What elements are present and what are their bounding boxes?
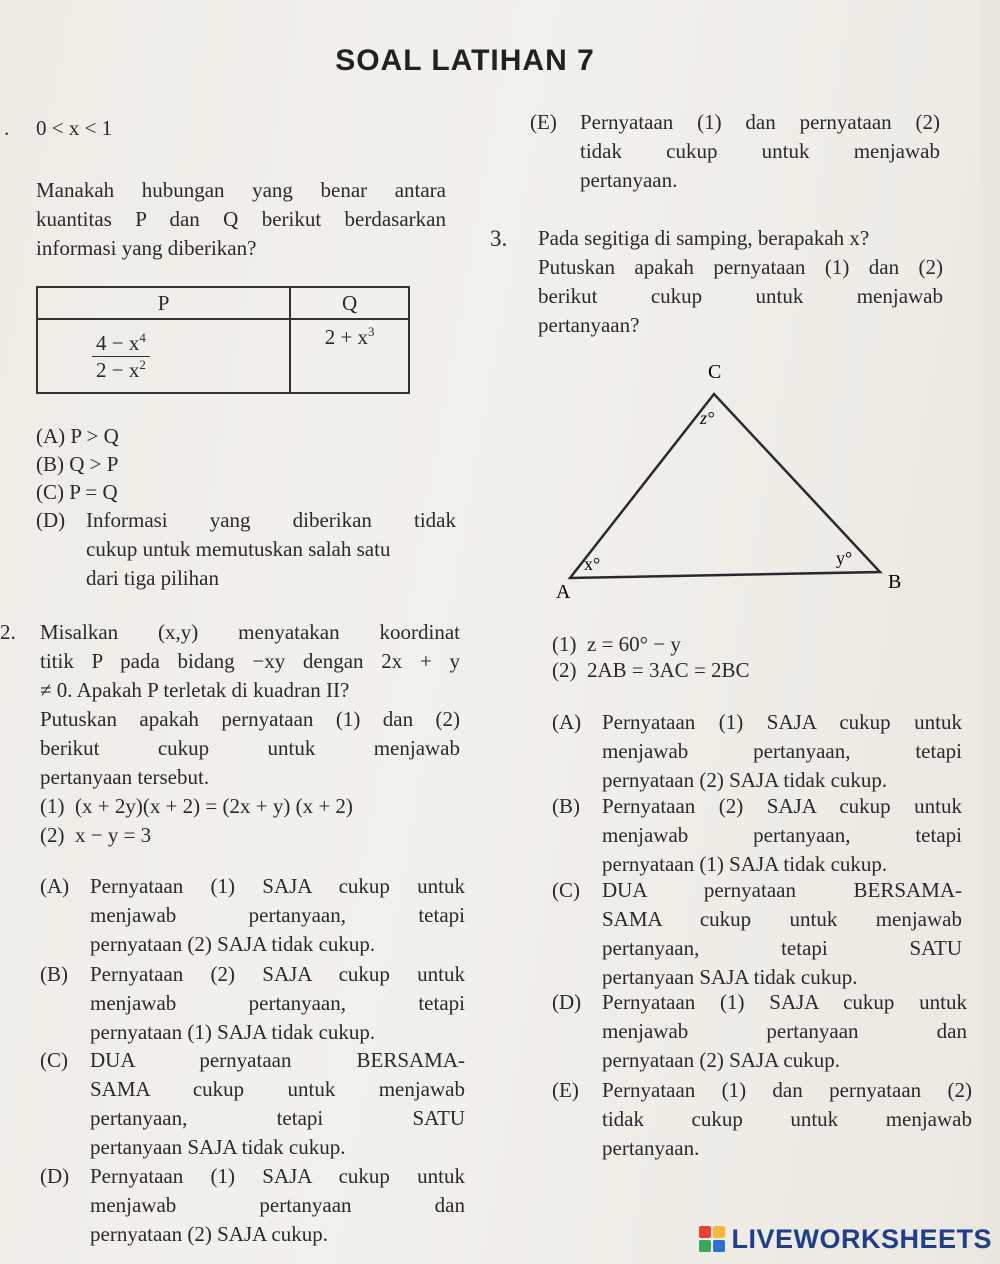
brand-name: LIVEWORKSHEETS	[731, 1223, 992, 1254]
angle-x-label: x°	[584, 554, 601, 574]
triangle-shape	[570, 394, 880, 578]
vertex-b-label: B	[888, 571, 902, 593]
q2-line: Putuskan apakah pernyataan (1) dan (2)	[40, 707, 460, 731]
q3-statement-1: (1) z = 60° − y	[552, 632, 681, 656]
q3-line: Putuskan apakah pernyataan (1) dan (2)	[538, 255, 943, 279]
q2-line: Misalkan (x,y) menyatakan koordinat	[40, 620, 460, 644]
q2-statement-1: (1) (x + 2y)(x + 2) = (2x + y) (x + 2)	[40, 794, 353, 818]
p-fraction	[92, 330, 150, 383]
logo-square	[713, 1240, 725, 1252]
q2-number: 2.	[0, 620, 16, 644]
triangle-figure	[540, 356, 920, 606]
logo-square	[713, 1226, 725, 1238]
q1-question-line: Manakah hubungan yang benar antara	[36, 178, 446, 202]
q3-option-b[interactable]: (B) Pernyataan (2) SAJA cukup untuk menjawab pertanyaan, tetapi pernyataan (1) SAJA tidak cukup.	[552, 794, 962, 876]
liveworksheets-logo-icon	[699, 1226, 725, 1252]
pq-table	[36, 286, 410, 394]
q3-line: berikut cukup untuk menjawab	[538, 284, 943, 308]
logo-square	[699, 1226, 711, 1238]
table-cell-p	[37, 319, 290, 393]
q3-statement-2: (2) 2AB = 3AC = 2BC	[552, 658, 750, 682]
angle-z-label: z°	[700, 408, 715, 428]
table-cell-q	[290, 319, 409, 393]
q-exponent: 3	[368, 324, 375, 339]
q3-option-d[interactable]: (D) Pernyataan (1) SAJA cukup untuk menjawab pertanyaan dan pernyataan (2) SAJA cukup.	[552, 990, 967, 1072]
page-title: SOAL LATIHAN 7	[335, 44, 595, 77]
q3-option-a[interactable]: (A) Pernyataan (1) SAJA cukup untuk menjawab pertanyaan, tetapi pernyataan (2) SAJA tidak cukup.	[552, 710, 962, 792]
q2-option-d[interactable]: (D) Pernyataan (1) SAJA cukup untuk menjawab pertanyaan dan pernyataan (2) SAJA cukup.	[40, 1164, 465, 1246]
q2-option-c[interactable]: (C) DUA pernyataan BERSAMA- SAMA cukup untuk menjawab pertanyaan, tetapi SATU pertanyaan SAJA tidak cukup.	[40, 1048, 465, 1159]
q2-line: berikut cukup untuk menjawab	[40, 736, 460, 760]
table-header-q: Q	[290, 287, 409, 319]
q2-statement-2: (2) x − y = 3	[40, 823, 152, 847]
q2-option-a[interactable]: (A) Pernyataan (1) SAJA cukup untuk menjawab pertanyaan, tetapi pernyataan (2) SAJA tidak cukup.	[40, 874, 465, 956]
q1-number: .	[4, 116, 10, 140]
angle-y-label: y°	[836, 548, 853, 568]
q2-line: titik P pada bidang −xy dengan 2x + y	[40, 649, 460, 673]
q1-question-line: informasi yang diberikan?	[36, 236, 257, 260]
q3-line: pertanyaan?	[538, 313, 640, 337]
q1-option-a[interactable]: (A) P > Q	[36, 424, 119, 448]
q1-condition: 0 < x < 1	[36, 116, 113, 140]
vertex-a-label: A	[556, 581, 571, 603]
q1-option-b[interactable]: (B) Q > P	[36, 452, 119, 476]
q3-option-c[interactable]: (C) DUA pernyataan BERSAMA- SAMA cukup untuk menjawab pertanyaan, tetapi SATU pertanyaan SAJA tidak cukup.	[552, 878, 962, 989]
vertex-c-label: C	[708, 361, 722, 383]
q2-line: ≠ 0. Apakah P terletak di kuadran II?	[40, 678, 350, 702]
q1-question-line: kuantitas P dan Q berikut berdasarkan	[36, 207, 446, 231]
liveworksheets-brand	[699, 1222, 992, 1256]
logo-square	[699, 1240, 711, 1252]
p-denominator-exponent: 2	[139, 356, 146, 372]
q1-option-e[interactable]: (E) Pernyataan (1) dan pernyataan (2) tidak cukup untuk menjawab pertanyaan.	[530, 110, 940, 192]
q-value: 2 + x	[324, 325, 369, 349]
q2-line: pertanyaan tersebut.	[40, 765, 210, 789]
q3-option-e[interactable]: (E) Pernyataan (1) dan pernyataan (2) tidak cukup untuk menjawab pertanyaan.	[552, 1078, 972, 1160]
p-denominator: 2 − x	[96, 357, 140, 382]
p-numerator-exponent: 4	[139, 329, 146, 345]
p-numerator: 4 − x	[96, 330, 140, 355]
q1-option-d[interactable]: (D) Informasi yang diberikan tidak cukup untuk memutuskan salah satu dari tiga pilihan	[36, 508, 456, 590]
table-header-p: P	[37, 287, 290, 319]
q3-line: Pada segitiga di samping, berapakah x?	[538, 226, 870, 250]
q2-option-b[interactable]: (B) Pernyataan (2) SAJA cukup untuk menjawab pertanyaan, tetapi pernyataan (1) SAJA tidak cukup.	[40, 962, 465, 1044]
q1-option-c[interactable]: (C) P = Q	[36, 480, 118, 504]
q3-number: 3.	[490, 226, 508, 251]
